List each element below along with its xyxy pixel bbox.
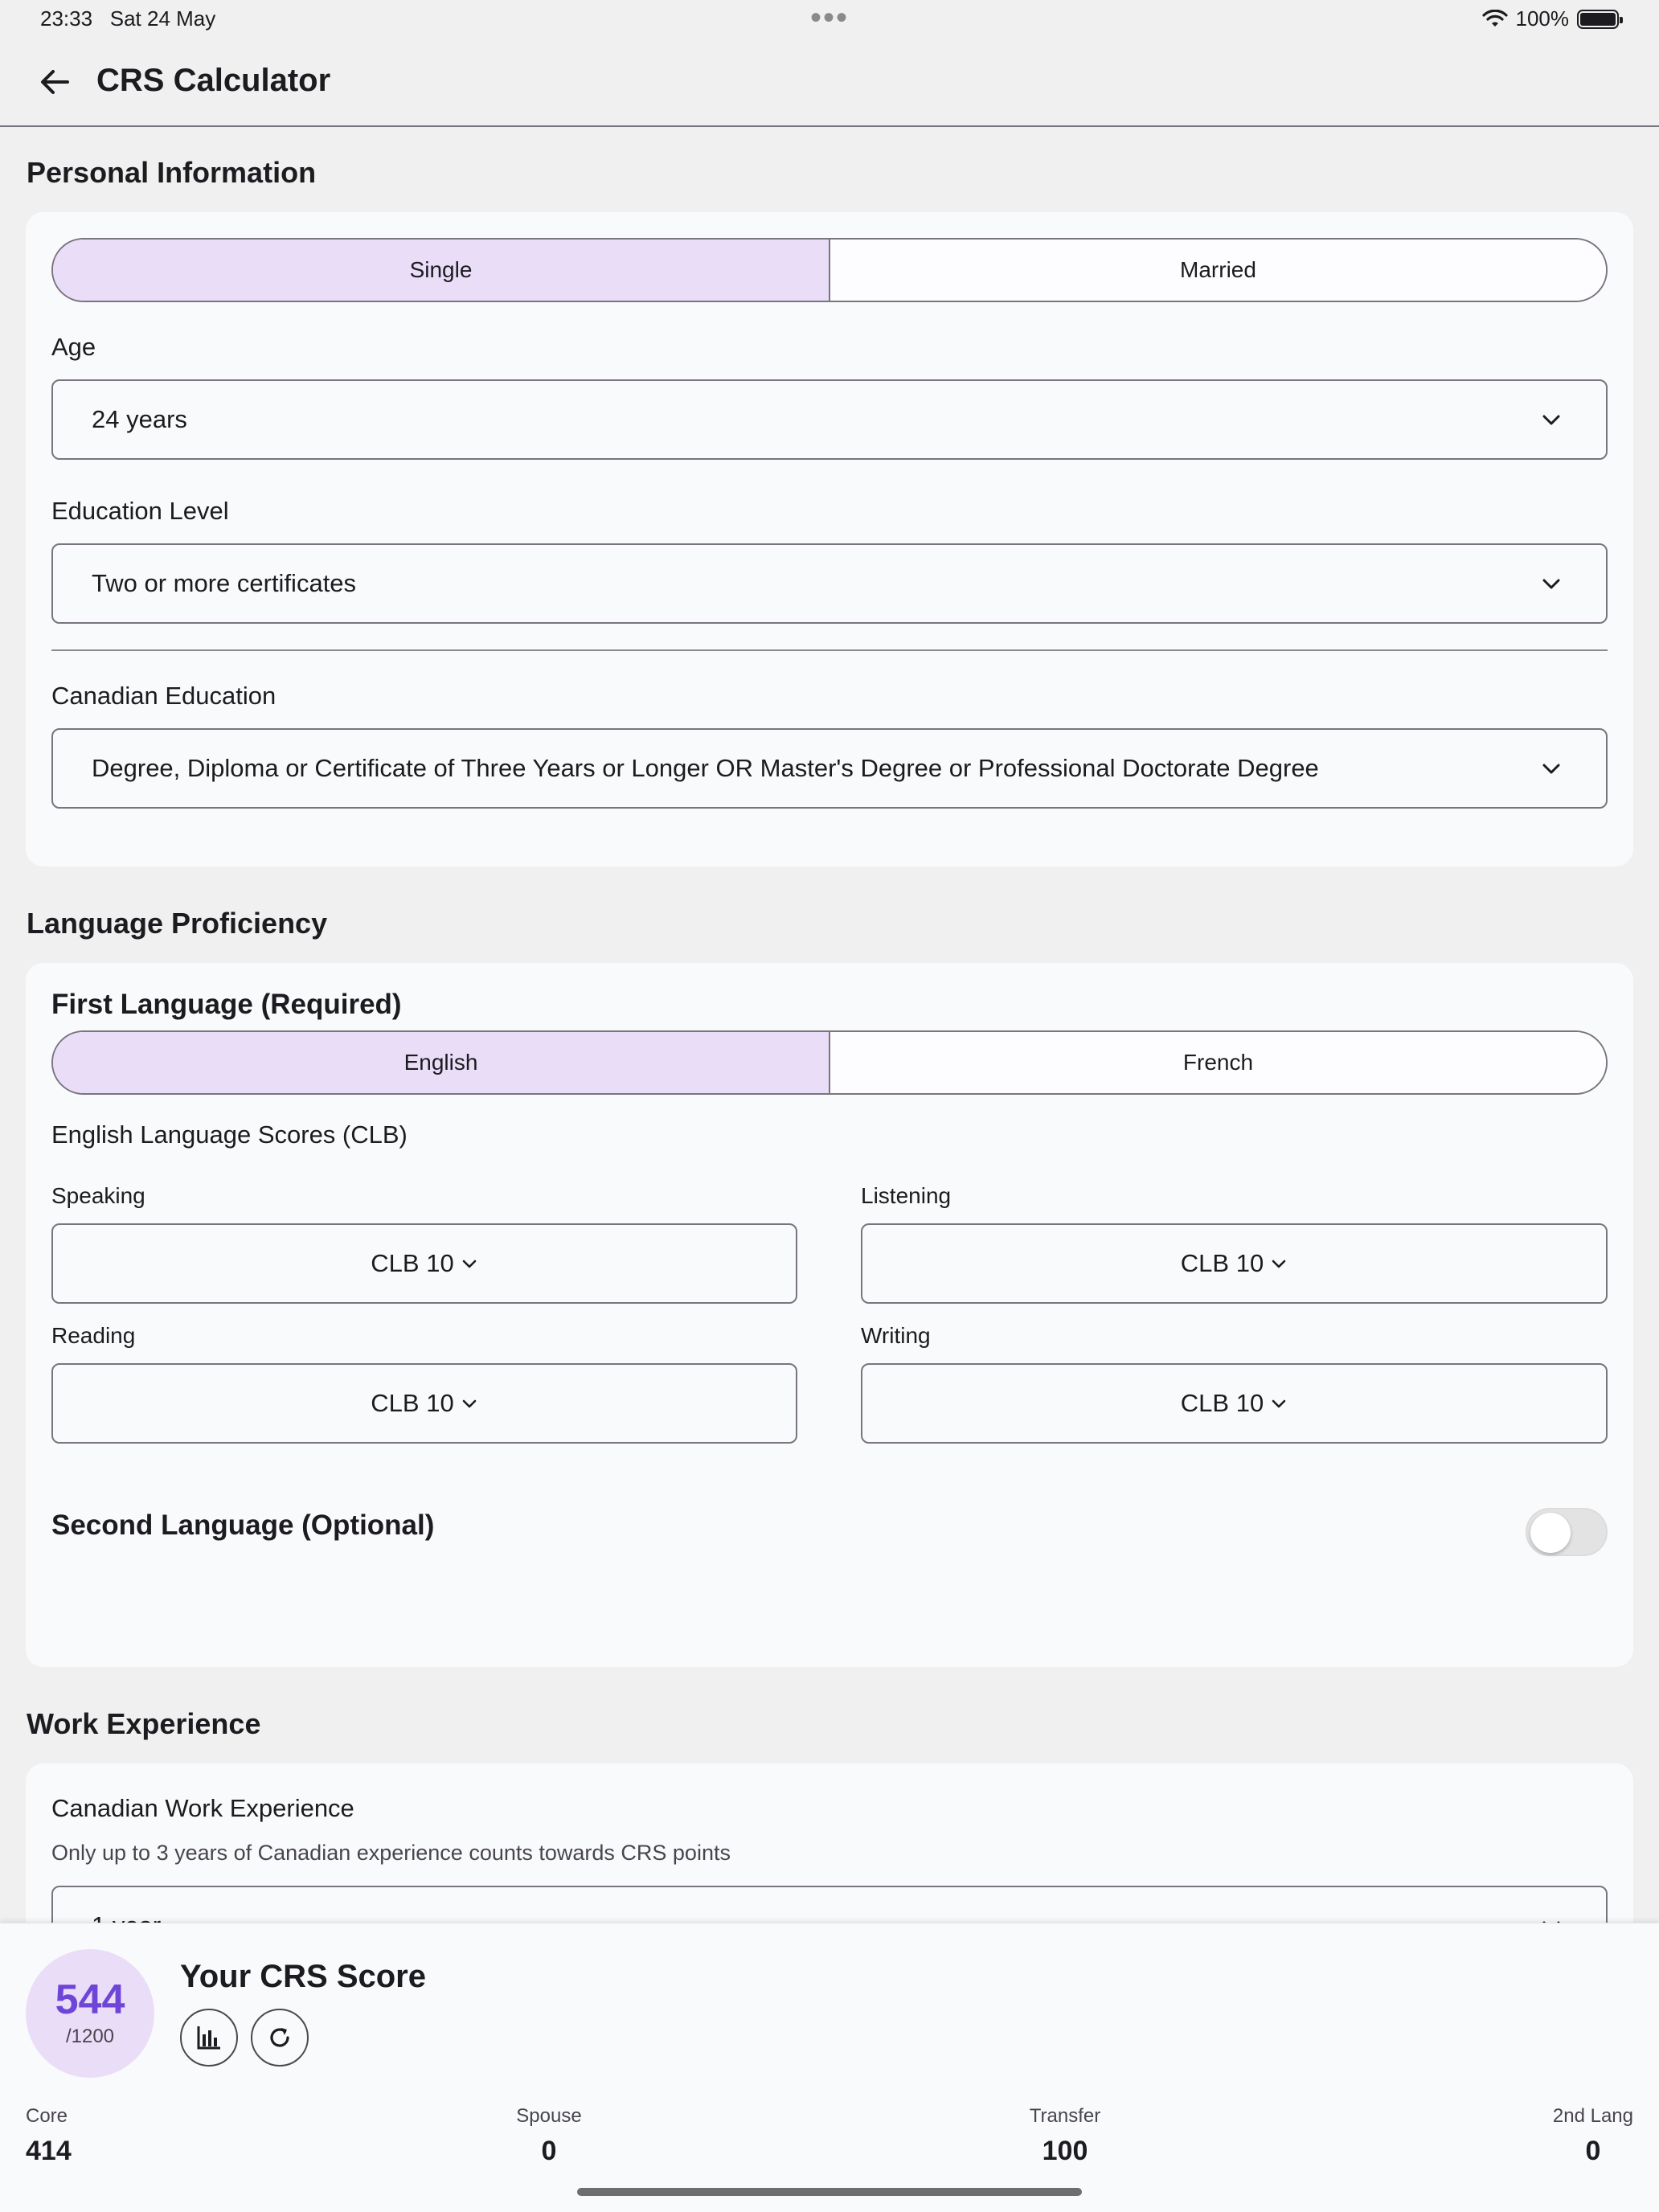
- battery-icon: [1577, 10, 1619, 29]
- chevron-down-icon: [1270, 1255, 1288, 1272]
- education-dropdown[interactable]: [51, 543, 1608, 624]
- battery-percent: 100%: [1515, 6, 1569, 31]
- stat-spouse: [469, 2105, 629, 2167]
- stat-transfer-label: Transfer: [1029, 2105, 1101, 2127]
- status-time-date: [40, 6, 215, 31]
- chevron-down-icon: [461, 1255, 478, 1272]
- stat-transfer: [985, 2105, 1145, 2167]
- second-language-switch[interactable]: [1526, 1508, 1608, 1556]
- speaking-value: CLB 10: [371, 1249, 454, 1277]
- age-value: 24 years: [92, 405, 187, 433]
- canadian-education-value: Degree, Diploma or Certificate of Three Years or Longer OR Master's Degree or Professional Doctorate Degree: [92, 754, 1319, 782]
- chevron-down-icon: [461, 1395, 478, 1412]
- score-badge: [26, 1949, 154, 2078]
- status-bar: [0, 0, 1659, 39]
- reading-value: CLB 10: [371, 1389, 454, 1417]
- scores-title: English Language Scores (CLB): [51, 1120, 408, 1149]
- crs-score-panel: [0, 1923, 1659, 2212]
- language-option-french[interactable]: French: [829, 1032, 1606, 1093]
- stat-second-lang-value: 0: [1585, 2136, 1601, 2166]
- writing-label: Writing: [861, 1323, 931, 1348]
- stat-core-label: Core: [26, 2105, 68, 2127]
- education-label: Education Level: [51, 497, 229, 525]
- breakdown-chart-button[interactable]: [180, 2009, 238, 2067]
- marital-status-toggle: [51, 238, 1608, 302]
- switch-knob: [1530, 1513, 1571, 1553]
- reading-dropdown[interactable]: [51, 1363, 797, 1444]
- marital-option-married[interactable]: Married: [829, 240, 1606, 301]
- multitasking-dots[interactable]: •••: [810, 0, 850, 35]
- refresh-icon: [266, 2024, 293, 2051]
- listening-dropdown[interactable]: [861, 1223, 1608, 1304]
- stat-second-lang: [1553, 2105, 1633, 2167]
- status-time: 23:33: [40, 6, 93, 31]
- personal-info-heading: Personal Information: [27, 156, 317, 189]
- second-language-title: Second Language (Optional): [51, 1509, 435, 1541]
- listening-value: CLB 10: [1180, 1249, 1264, 1277]
- divider: [51, 649, 1608, 651]
- status-date: Sat 24 May: [109, 6, 216, 31]
- score-title: Your CRS Score: [180, 1959, 426, 1994]
- education-value: Two or more certificates: [92, 569, 357, 597]
- work-experience-heading: Work Experience: [27, 1707, 261, 1740]
- score-max: /1200: [65, 2026, 115, 2047]
- wifi-icon: [1482, 10, 1508, 29]
- age-dropdown[interactable]: [51, 379, 1608, 460]
- app-bar: [0, 39, 1659, 127]
- first-language-title: First Language (Required): [51, 989, 402, 1020]
- stat-spouse-value: 0: [541, 2136, 557, 2166]
- canadian-work-label: Canadian Work Experience: [51, 1794, 354, 1822]
- home-indicator[interactable]: [577, 2188, 1082, 2196]
- speaking-label: Speaking: [51, 1183, 145, 1208]
- personal-info-card: [26, 212, 1633, 866]
- status-right: [1482, 6, 1620, 31]
- stat-second-lang-label: 2nd Lang: [1552, 2105, 1633, 2127]
- canadian-education-dropdown[interactable]: [51, 728, 1608, 809]
- language-heading: Language Proficiency: [27, 907, 328, 940]
- chevron-down-icon: [1270, 1395, 1288, 1412]
- chevron-down-icon: [1540, 757, 1563, 780]
- stat-spouse-label: Spouse: [516, 2105, 582, 2127]
- marital-option-single[interactable]: Single: [53, 240, 829, 301]
- reading-label: Reading: [51, 1323, 136, 1348]
- canadian-work-hint: Only up to 3 years of Canadian experience counts towards CRS points: [51, 1841, 731, 1865]
- listening-label: Listening: [861, 1183, 952, 1208]
- stat-core: [26, 2105, 72, 2167]
- stat-core-value: 414: [26, 2136, 72, 2166]
- writing-dropdown[interactable]: [861, 1363, 1608, 1444]
- score-value: 544: [55, 1976, 125, 2023]
- bar-chart-icon: [195, 2023, 223, 2052]
- language-option-english[interactable]: English: [53, 1032, 829, 1093]
- age-label: Age: [51, 333, 96, 361]
- canadian-education-label: Canadian Education: [51, 682, 276, 710]
- speaking-dropdown[interactable]: [51, 1223, 797, 1304]
- page-title: CRS Calculator: [96, 63, 331, 98]
- chevron-down-icon: [1540, 572, 1563, 595]
- reset-button[interactable]: [251, 2009, 309, 2067]
- back-arrow-icon[interactable]: [35, 63, 74, 101]
- writing-value: CLB 10: [1180, 1389, 1264, 1417]
- chevron-down-icon: [1540, 408, 1563, 431]
- stat-transfer-value: 100: [1042, 2136, 1088, 2166]
- first-language-toggle: [51, 1030, 1608, 1095]
- language-card: [26, 963, 1633, 1667]
